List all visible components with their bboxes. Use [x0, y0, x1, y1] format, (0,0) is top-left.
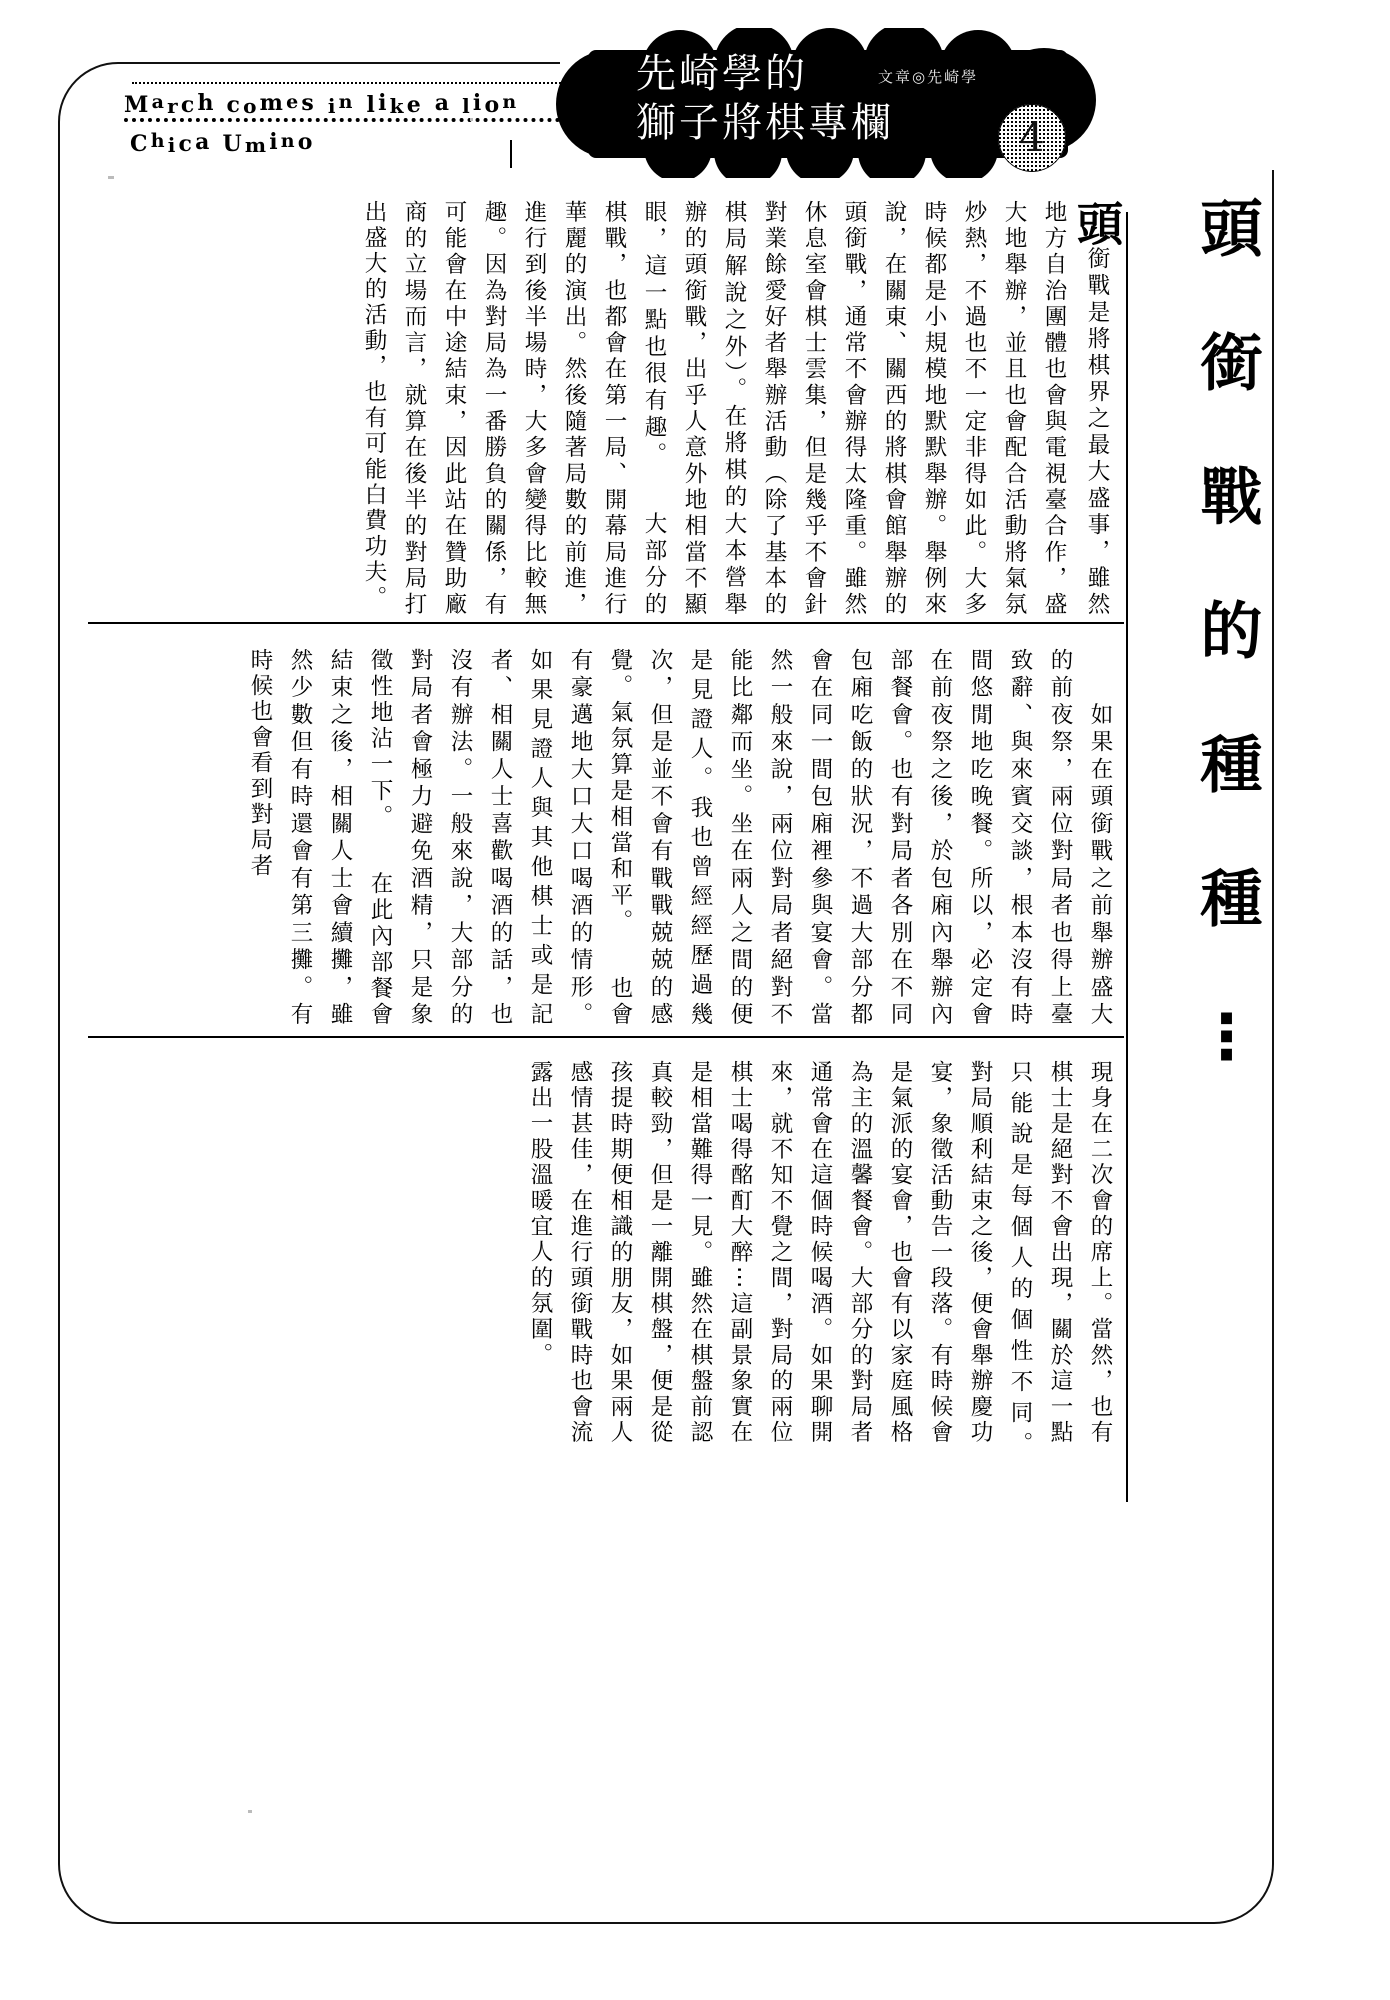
dotted-rule-top [132, 82, 584, 84]
badge-tail-rule [510, 140, 512, 168]
body-text: 銜戰是將棋界之最大盛事，雖然地方自治團體也會與電視臺合作，盛大地舉辦，並且也會配合活動將氣氛炒熱，不過也不一定非得如此。大多時候都是小規模地默默舉辦。舉例來說，在關東、關西的將棋會館舉辦的頭銜戰，通常不會辦得太隆重。雖然休息室會棋士雲集，但是幾乎不會針對業餘愛好者舉辦活動（除了基本的棋局解說之外）。在將棋的大本營舉辦的頭銜戰，出乎人意外地相當不顯眼，這一點也很有趣。 大部分的棋戰，也都會在第一局、開幕局進行華麗的演出。然後隨著局數的前進，進行到後半場時，大多會變得比較無趣。因為對局為一番勝負的關係，有可能會在中途結束，因此站在贊助廠商的立場而言，就算在後半的對局打出盛大的活動，也有可能白費功夫。 [361, 200, 1110, 618]
latin-logotype [118, 82, 588, 156]
column-banner [548, 28, 1108, 178]
body-band-1 [112, 200, 1124, 618]
vertical-ellipsis-icon: ⋮ [1190, 1000, 1263, 1145]
section-divider-1 [88, 622, 1124, 624]
body-band-3 [112, 1060, 1120, 1498]
drop-cap: 頭 [1070, 200, 1124, 247]
article-display-title: 頭銜戰的種種⋮ [1190, 196, 1263, 1145]
body-paragraph [354, 200, 1124, 618]
dotted-rule-middle [124, 118, 560, 122]
banner-title [636, 50, 894, 148]
banner-title-line2: 獅子將棋專欄 [636, 100, 894, 146]
manga-title-latin: March comes in like a lion [124, 90, 520, 118]
banner-title-line1: 先崎學的 [636, 51, 808, 97]
body-text: 現身在二次會的席上。當然，也有棋士是絕對不會出現，關於這一點只能說是每個人的個性不同。 對局順利結束之後，便會舉辦慶功宴，象徵活動告一段落。有時候會是氣派的宴會，也會有以家庭風格為主的溫馨餐會。大部分的對局者通常會在這個時候喝酒。如果聊開來，就不知不覺之間，對局的兩位棋士喝得酩酊大醉⋯這副景象實在是相當難得一見。雖然在棋盤前認真較勁，但是一離開棋盤，便是從孩提時期便相識的朋友，如果兩人感情甚佳，在進行頭銜戰時也會流露出一股溫暖宜人的氛圍。 [527, 1060, 1113, 1498]
body-paragraph [240, 648, 1120, 1028]
body-paragraph [520, 1060, 1120, 1498]
scan-speck [108, 176, 114, 179]
body-band-2 [112, 648, 1120, 1028]
section-divider-2 [88, 1036, 1124, 1038]
manga-author-latin: Chica Umino [130, 129, 316, 157]
scan-speck [248, 1810, 252, 1813]
issue-number-badge: 4 [998, 104, 1066, 172]
body-text: 如果在頭銜戰之前舉辦盛大的前夜祭，兩位對局者也得上臺致辭、與來賓交談，根本沒有時間悠閒地吃晚餐。所以，必定會在前夜祭之後，於包廂內舉辦內部餐會。也有對局者各別在不同包廂吃飯的狀況，不過大部分都會在同一間包廂裡參與宴會。當然一般來說，兩位對局者絕對不能比鄰而坐。坐在兩人之間的便是見證人。我也曾經經歷過幾次，但是並不會有戰戰兢兢的感覺。氣氛算是相當和平。 也會有豪邁地大口大口喝酒的情形。如果見證人與其他棋士或是記者、相關人士喜歡喝酒的話，也沒有辦法。一般來說，大部分的對局者會極力避免酒精，只是象徵性地沾一下。 在此內部餐會結束之後，相關人士會續攤，雖然少數但有時還會有第三攤。有時候也會看到對局者 [247, 648, 1113, 1028]
byline: 文章◎先崎學 [878, 68, 979, 86]
title-vertical-rule [1126, 212, 1128, 1502]
scan-speck [470, 118, 473, 121]
